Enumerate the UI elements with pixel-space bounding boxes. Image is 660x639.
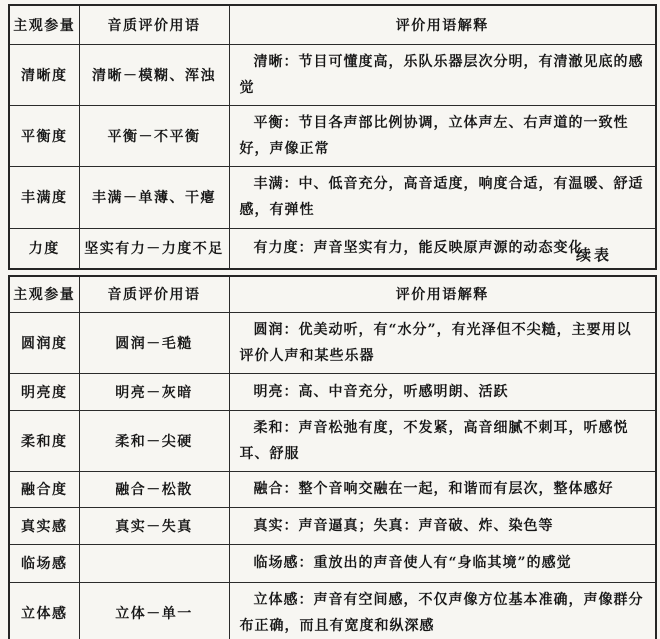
table1-header-explanation: 评价用语解释 [229,5,656,44]
audio-quality-table-1 [8,4,657,270]
cell-explanation: 有力度：声音坚实有力，能反映原声源的动态变化 [229,228,656,269]
cell-explanation: 融合：整个音响交融在一起，和谐而有层次，整体感好 [229,471,656,507]
table-row [9,166,656,228]
table-row [9,228,656,269]
cell-param: 真实感 [9,507,79,544]
cell-param: 明亮度 [9,373,79,410]
table-row [9,544,656,582]
table-row [9,373,656,410]
cell-explanation: 立体感：声音有空间感，不仅声像方位基本准确，声像群分布正确，而且有宽度和纵深感 [229,582,656,639]
cell-term: 柔和－尖硬 [79,410,229,471]
table1-header-term: 音质评价用语 [79,5,229,44]
cell-explanation: 清晰：节目可懂度高，乐队乐器层次分明，有清澈见底的感觉 [229,44,656,105]
table1-header-param: 主观参量 [9,5,79,44]
table2-header-param: 主观参量 [9,276,79,312]
cell-explanation: 临场感：重放出的声音使人有“身临其境”的感觉 [229,544,656,582]
table2-header-row [9,276,656,312]
table2-header-explanation: 评价用语解释 [229,276,656,312]
cell-explanation: 明亮：高、中音充分，听感明朗、活跃 [229,373,656,410]
continued-table-label: 续表 [575,246,612,264]
cell-explanation: 真实：声音逼真；失真：声音破、炸、染色等 [229,507,656,544]
table-row [9,312,656,373]
table-row [9,410,656,471]
cell-param: 力度 [9,228,79,269]
cell-param: 临场感 [9,544,79,582]
table1-header-row [9,5,656,44]
table-row [9,507,656,544]
table-row [9,44,656,105]
table2-header-term: 音质评价用语 [79,276,229,312]
cell-explanation: 丰满：中、低音充分，高音适度，响度合适，有温暖、舒适感，有弹性 [229,166,656,228]
cell-explanation: 柔和：声音松弛有度，不发紧，高音细腻不刺耳，听感悦耳、舒服 [229,410,656,471]
cell-term: 明亮－灰暗 [79,373,229,410]
cell-term [79,544,229,582]
cell-explanation: 圆润：优美动听，有“水分”，有光泽但不尖糙，主要用以评价人声和某些乐器 [229,312,656,373]
cell-term: 坚实有力－力度不足 [79,228,229,269]
cell-param: 平衡度 [9,105,79,166]
cell-term: 融合－松散 [79,471,229,507]
audio-quality-table-2-continued [8,275,657,639]
cell-param: 立体感 [9,582,79,639]
cell-explanation: 平衡：节目各声部比例协调，立体声左、右声道的一致性好，声像正常 [229,105,656,166]
cell-term: 圆润－毛糙 [79,312,229,373]
cell-term: 真实－失真 [79,507,229,544]
cell-term: 立体－单一 [79,582,229,639]
table-row [9,105,656,166]
cell-param: 圆润度 [9,312,79,373]
cell-param: 丰满度 [9,166,79,228]
cell-term: 丰满－单薄、干瘪 [79,166,229,228]
cell-param: 清晰度 [9,44,79,105]
cell-term: 平衡－不平衡 [79,105,229,166]
cell-param: 融合度 [9,471,79,507]
cell-param: 柔和度 [9,410,79,471]
table-row [9,582,656,639]
table-row [9,471,656,507]
cell-term: 清晰－模糊、浑浊 [79,44,229,105]
